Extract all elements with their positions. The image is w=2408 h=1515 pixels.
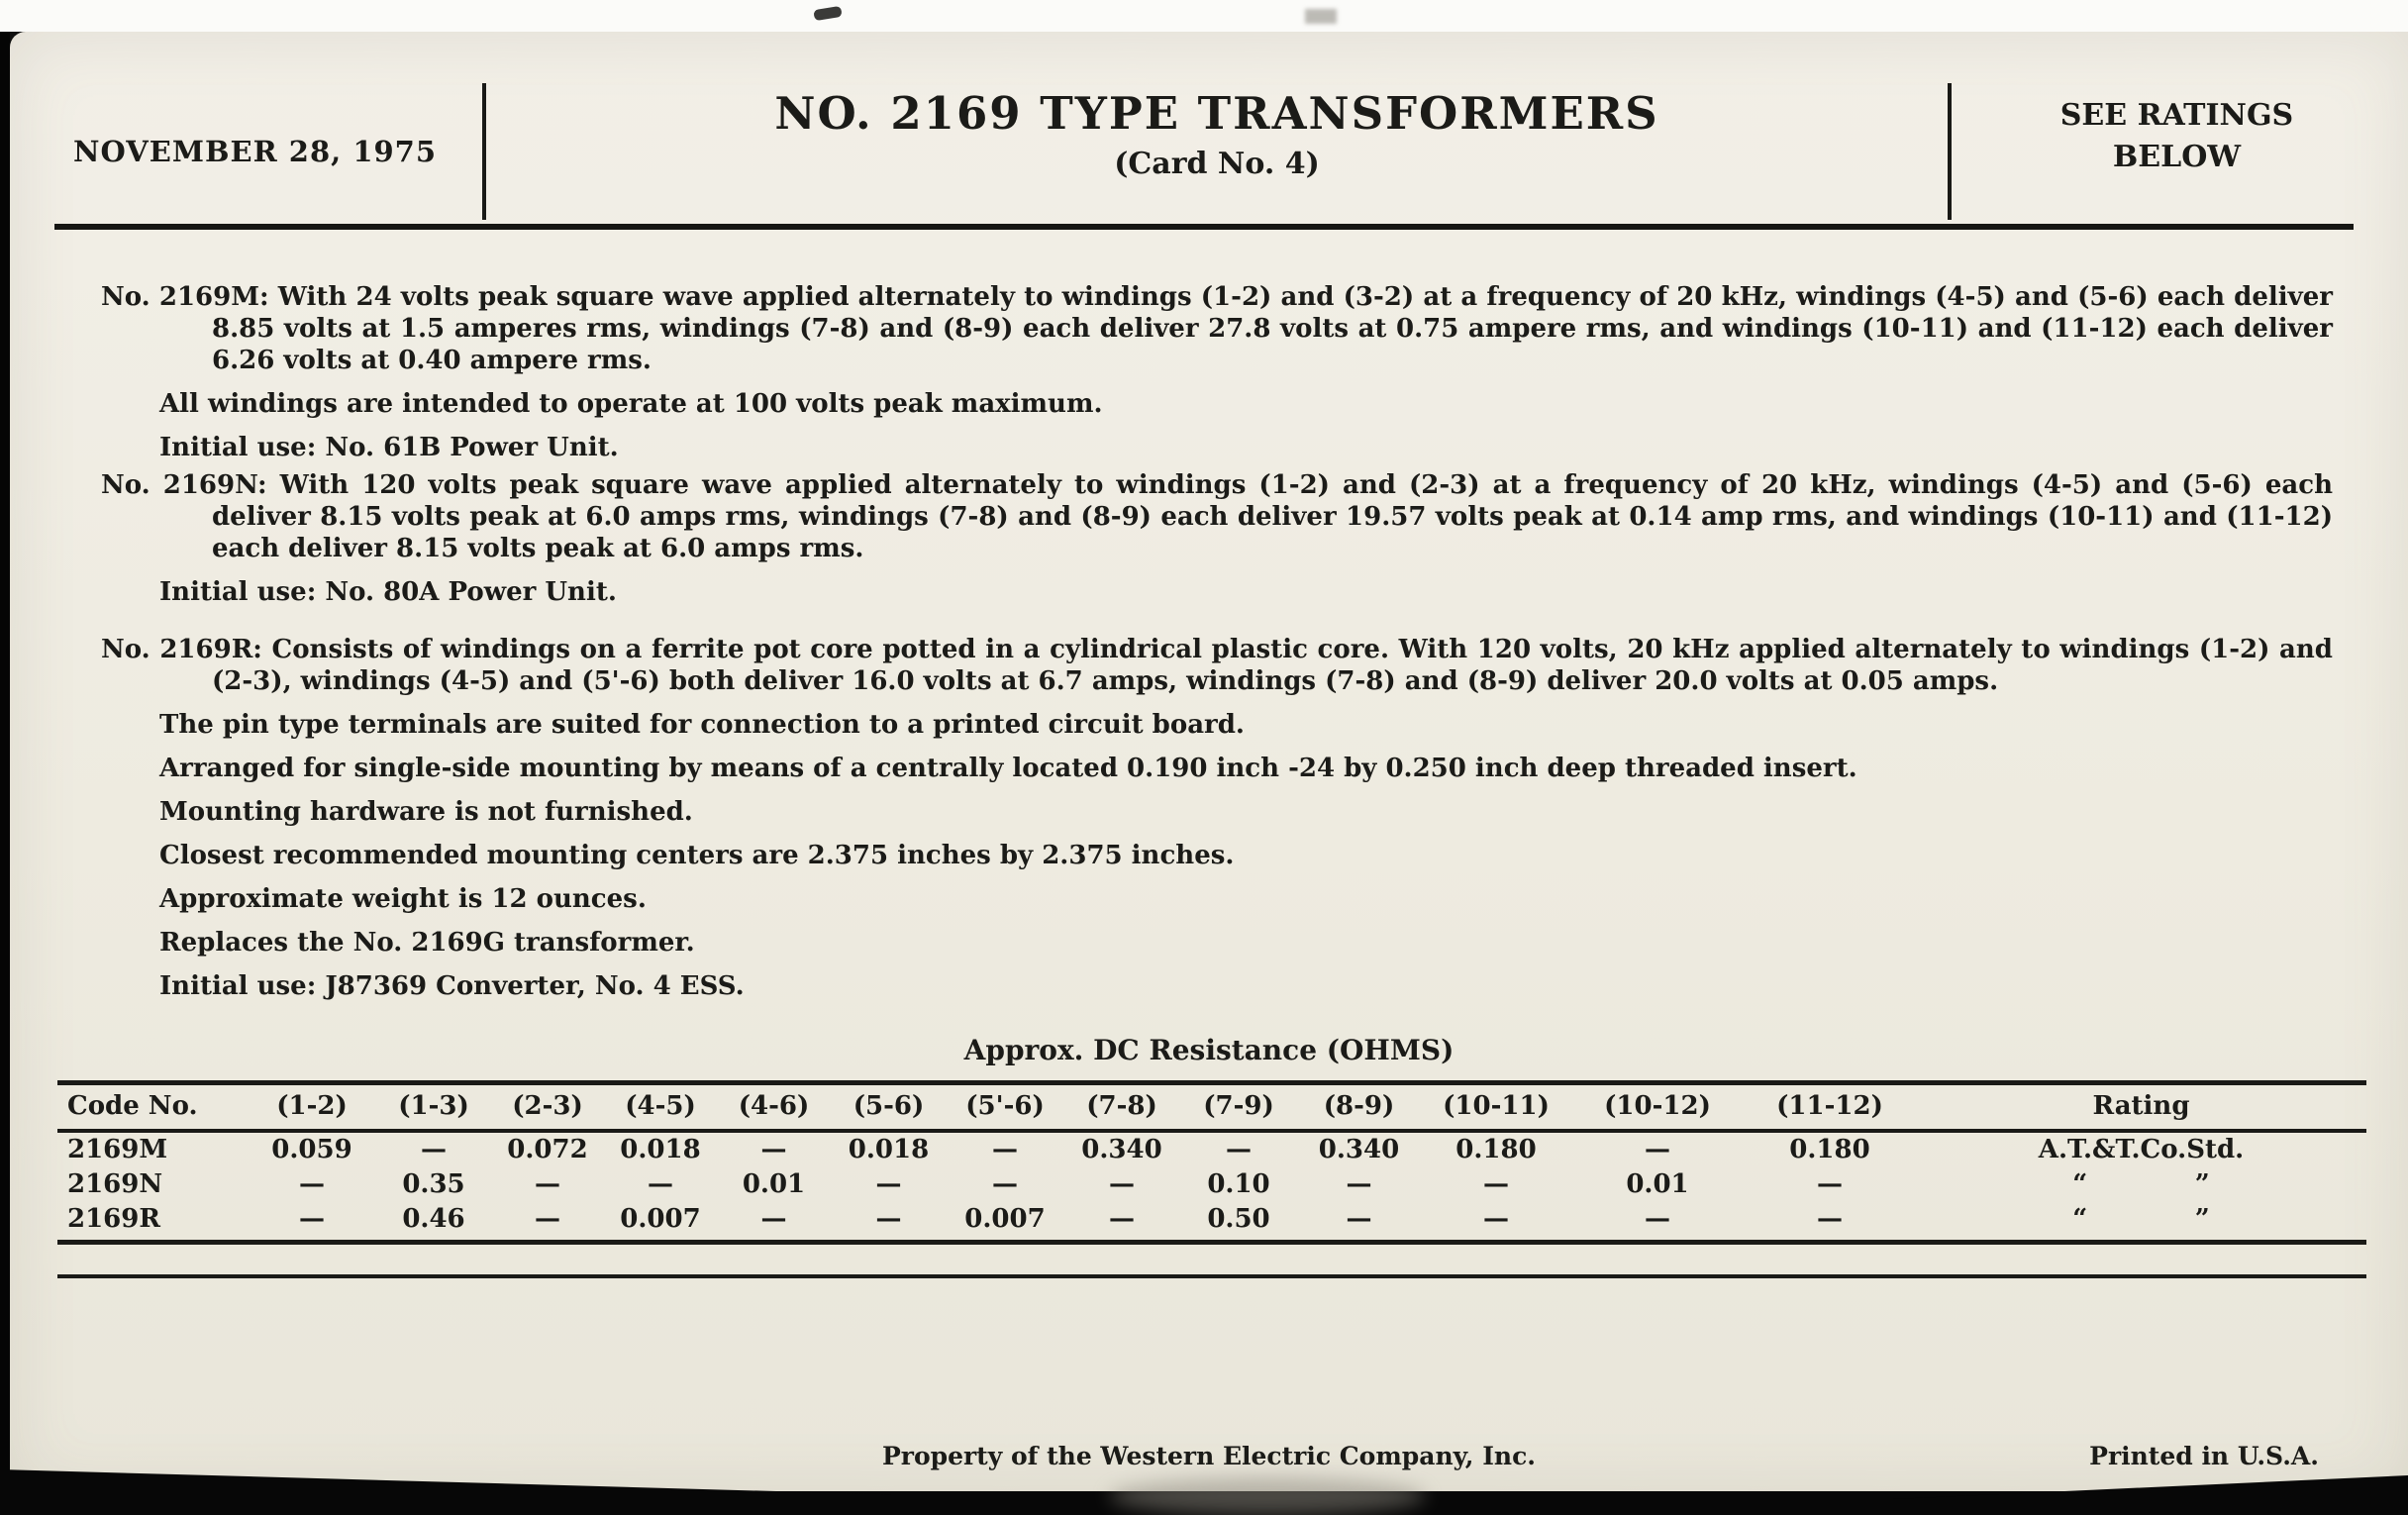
scan-smudge-bottom xyxy=(1109,1477,1426,1515)
value-cell: — xyxy=(717,1202,831,1243)
ratings-note-line1: SEE RATINGS xyxy=(2059,98,2294,133)
value-cell: — xyxy=(248,1202,376,1243)
value-cell: — xyxy=(831,1202,947,1243)
column-header: (5'-6) xyxy=(947,1083,1063,1132)
value-cell: 0.10 xyxy=(1207,1169,1270,1199)
value-cell: 0.180 xyxy=(1455,1135,1537,1164)
value-cell: “ ” xyxy=(1916,1202,2366,1243)
value-cell: — xyxy=(1817,1169,1843,1199)
table-title: Approx. DC Resistance (OHMS) xyxy=(963,1034,1455,1066)
value-cell: 0.018 xyxy=(848,1135,930,1164)
scan-edge-left xyxy=(0,0,10,1515)
ratings-note-line2: BELOW xyxy=(2112,140,2242,174)
footer-printed-line: Printed in U.S.A. xyxy=(2089,1442,2319,1470)
value-cell: — xyxy=(1645,1135,1670,1164)
column-header: (8-9) xyxy=(1297,1083,1421,1132)
column-header: (1-3) xyxy=(376,1083,491,1132)
note-hardware: Mounting hardware is not furnished. xyxy=(159,797,693,827)
value-cell: 0.46 xyxy=(376,1202,491,1243)
value-cell: — xyxy=(1226,1135,1252,1164)
column-header: Rating xyxy=(1916,1083,2366,1132)
column-header: (4-6) xyxy=(717,1083,831,1132)
column-header: (5-6) xyxy=(831,1083,947,1132)
table-body xyxy=(57,1131,2366,1243)
value-cell: — xyxy=(535,1169,560,1199)
scan-artifact-mark xyxy=(813,6,842,21)
note-all-windings: All windings are intended to operate at 100 volts peak maximum. xyxy=(159,389,1103,419)
page-header xyxy=(10,32,2408,230)
code-cell: 2169N xyxy=(67,1169,163,1199)
value-cell: 0.340 xyxy=(1318,1135,1400,1164)
column-header: (10-12) xyxy=(1571,1083,1744,1132)
value-cell: — xyxy=(1744,1202,1916,1243)
note-mounting-insert: Arranged for single-side mounting by means of a centrally located 0.190 inch -24 by 0.250 inch deep threaded insert. xyxy=(159,754,1857,783)
value-cell: — xyxy=(992,1169,1018,1199)
value-cell: — xyxy=(648,1169,673,1199)
value-cell: 0.340 xyxy=(1081,1135,1162,1164)
table-row xyxy=(57,1202,2366,1243)
value-cell: — xyxy=(992,1135,1018,1164)
table-header xyxy=(57,1083,2366,1132)
column-header: (1-2) xyxy=(248,1083,376,1132)
table-row xyxy=(57,1167,2366,1202)
column-header: (11-12) xyxy=(1744,1083,1916,1132)
column-header: (7-8) xyxy=(1063,1083,1180,1132)
value-cell: — xyxy=(491,1202,604,1243)
value-cell: — xyxy=(421,1135,447,1164)
page-title: NO. 2169 TYPE TRANSFORMERS xyxy=(774,87,1659,140)
value-cell: 0.007 xyxy=(604,1202,717,1243)
page-subtitle: (Card No. 4) xyxy=(1114,146,1320,181)
table-bottom-rule xyxy=(57,1274,2366,1278)
value-cell: — xyxy=(1346,1169,1372,1199)
footer-property-line: Property of the Western Electric Company, Inc. xyxy=(881,1442,1536,1470)
header-title-block xyxy=(486,89,1948,181)
value-cell: 0.059 xyxy=(271,1135,352,1164)
resistance-table xyxy=(57,1080,2366,1245)
note-pin-terminals: The pin type terminals are suited for connection to a printed circuit board. xyxy=(159,710,1245,740)
value-cell: A.T.&T.Co.Std. xyxy=(2038,1135,2245,1164)
ratings-note xyxy=(1952,95,2402,178)
value-cell: “ ” xyxy=(2072,1169,2210,1199)
header-row xyxy=(57,1083,2366,1132)
scan-strip-top xyxy=(0,0,2408,32)
initial-use-80a: Initial use: No. 80A Power Unit. xyxy=(159,577,617,607)
value-cell: — xyxy=(1571,1202,1744,1243)
resistance-table-section xyxy=(57,1080,2366,1245)
spec-2169m: No. 2169M: With 24 volts peak square wave applied alternately to windings (1-2) and (3-2) at a frequency of 20 kHz, windings (4-5) and (5-6) each deliver 8.85 volts at 1.5 amperes rms, windings (7-8) and (8-9) each deliver 27.8 volts at 0.75 ampere rms, and windings (10-11) and (11-12) each deliver 6.26 volts at 0.40 ampere rms. xyxy=(101,282,2333,375)
value-cell: — xyxy=(1421,1202,1571,1243)
code-cell: 2169M xyxy=(67,1135,168,1164)
table-row xyxy=(57,1131,2366,1167)
value-cell: 0.01 xyxy=(1626,1169,1689,1199)
initial-use-j87369: Initial use: J87369 Converter, No. 4 ESS. xyxy=(159,971,745,1001)
column-header: (7-9) xyxy=(1180,1083,1297,1132)
value-cell: 0.50 xyxy=(1180,1202,1297,1243)
body-text xyxy=(101,281,2333,1002)
header-bottom-rule xyxy=(54,224,2354,230)
value-cell: — xyxy=(1297,1202,1421,1243)
header-date: NOVEMBER 28, 1975 xyxy=(73,135,438,168)
column-header: (10-11) xyxy=(1421,1083,1571,1132)
code-cell: 2169R xyxy=(57,1202,248,1243)
value-cell: — xyxy=(1483,1169,1509,1199)
value-cell: — xyxy=(1063,1202,1180,1243)
value-cell: — xyxy=(760,1135,787,1164)
value-cell: — xyxy=(875,1169,902,1199)
value-cell: 0.018 xyxy=(620,1135,701,1164)
value-cell: 0.072 xyxy=(507,1135,588,1164)
note-mounting-centers: Closest recommended mounting centers are 2.375 inches by 2.375 inches. xyxy=(159,841,1235,870)
initial-use-61b: Initial use: No. 61B Power Unit. xyxy=(159,433,619,462)
value-cell: — xyxy=(299,1169,325,1199)
note-weight: Approximate weight is 12 ounces. xyxy=(159,884,647,914)
value-cell: 0.01 xyxy=(742,1169,806,1199)
value-cell: — xyxy=(1109,1169,1135,1199)
column-header: Code No. xyxy=(57,1083,248,1132)
note-replaces: Replaces the No. 2169G transformer. xyxy=(159,928,695,958)
spec-2169r: No. 2169R: Consists of windings on a ferrite pot core potted in a cylindrical plastic core. With 120 volts, 20 kHz applied alternately to windings (1-2) and (2-3), windings (4-5) and (5'-6) both deliver 16.0 volts at 6.7 amps, windings (7-8) and (8-9) deliver 20.0 volts at 0.05 amps. xyxy=(101,635,2333,696)
value-cell: 0.007 xyxy=(947,1202,1063,1243)
spec-2169n: No. 2169N: With 120 volts peak square wave applied alternately to windings (1-2) and (2-3) at a frequency of 20 kHz, windings (4-5) and (5-6) each deliver 8.15 volts peak at 6.0 amps rms, windings (7-8) and (8-9) each deliver 19.57 volts peak at 0.14 amp rms, and windings (10-11) and (11-12) each deliver 8.15 volts peak at 6.0 amps rms. xyxy=(101,470,2333,563)
datasheet-page xyxy=(10,32,2408,1497)
column-header: (2-3) xyxy=(491,1083,604,1132)
value-cell: 0.35 xyxy=(402,1169,465,1199)
column-header: (4-5) xyxy=(604,1083,717,1132)
scan-artifact-smudge xyxy=(1305,9,1337,24)
value-cell: 0.180 xyxy=(1789,1135,1870,1164)
